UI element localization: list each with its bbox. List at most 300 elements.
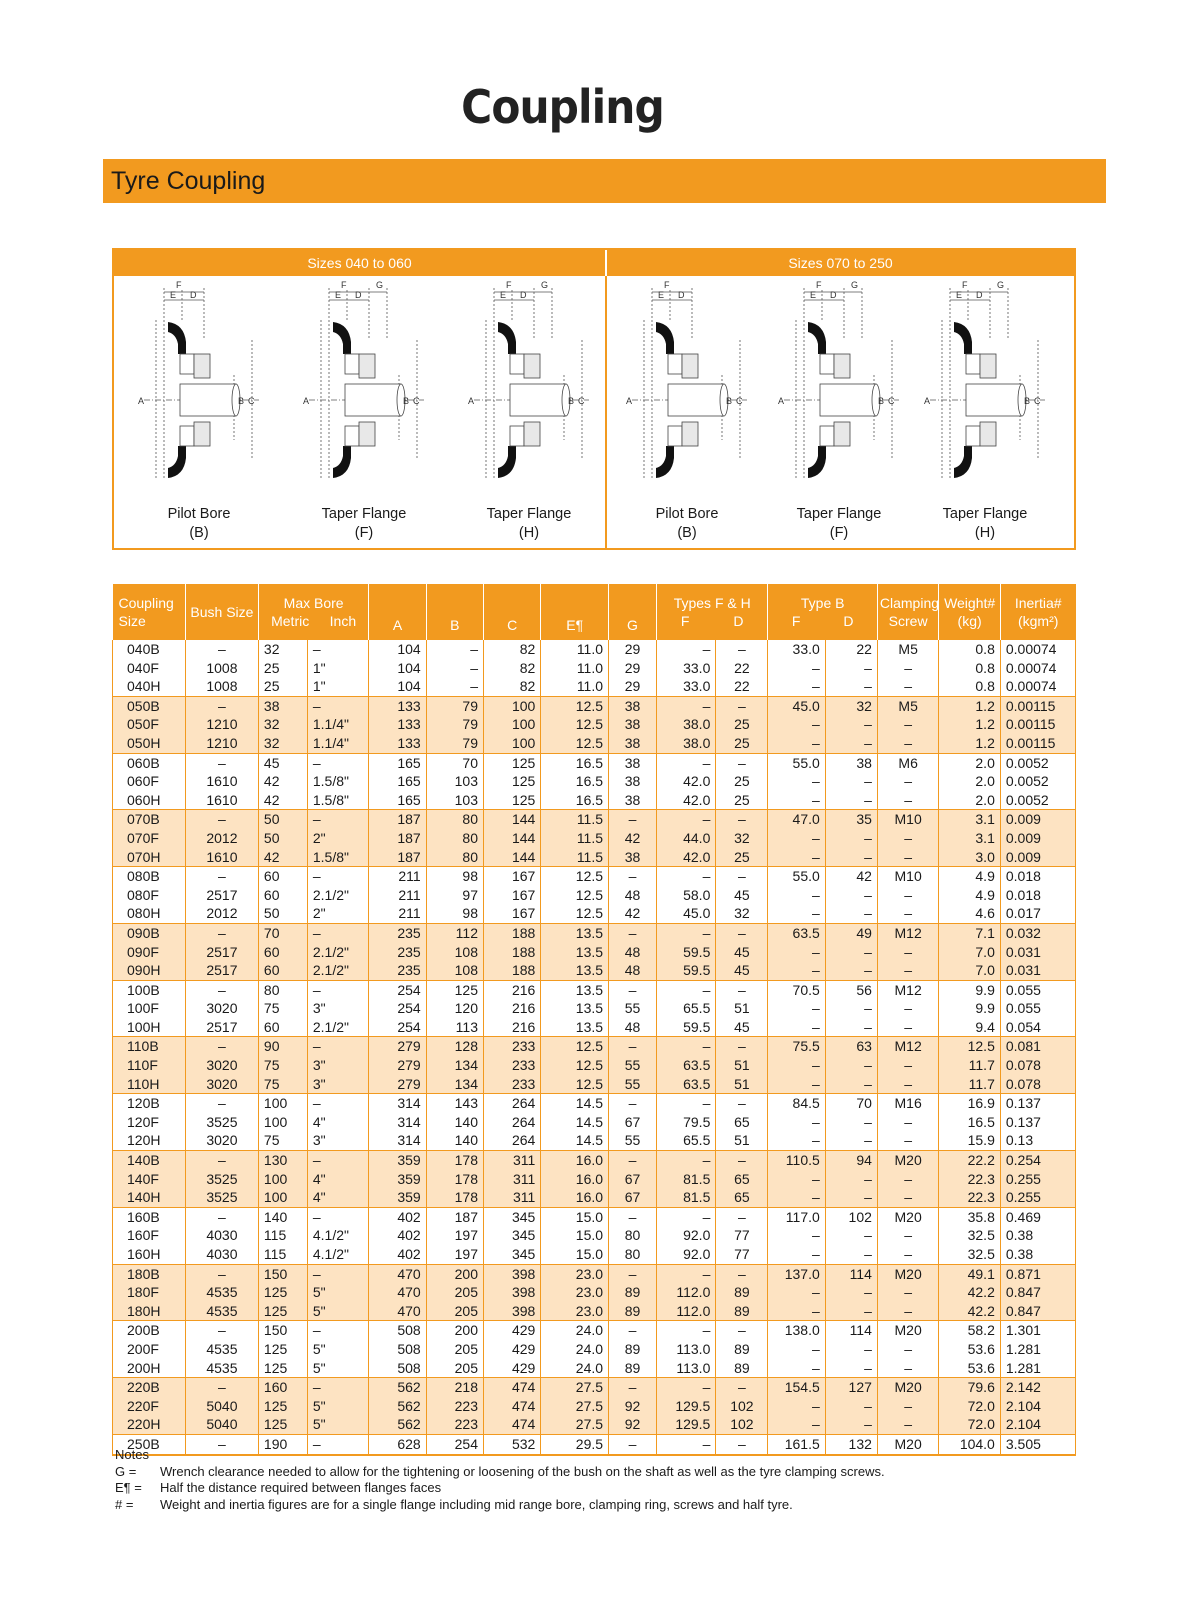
table-row [113,1415,1076,1434]
table-cell: 60 [258,961,307,980]
table-cell: 0.009 [1000,848,1075,867]
table-cell: – [716,1378,768,1397]
table-cell: 12.5 [541,1075,609,1094]
table-cell: – [825,791,877,810]
table-row [113,961,1076,980]
table-cell: 110.5 [768,1151,825,1170]
fh-d-label: D [733,613,744,629]
table-cell: 3" [307,1075,368,1094]
table-cell: 13.5 [541,923,609,942]
specification-table [112,584,1076,1456]
table-cell: – [877,1283,938,1302]
table-cell: 112.0 [656,1283,715,1302]
table-cell: 13.5 [541,1018,609,1037]
table-cell: 79 [426,696,483,715]
table-cell: 38 [825,753,877,772]
table-cell: – [825,659,877,678]
table-cell: 220B [113,1378,186,1397]
coupling-section-svg [774,280,904,500]
section-header [103,159,1106,203]
table-cell: 25 [716,772,768,791]
table-row [113,1378,1076,1397]
table-cell: – [768,791,825,810]
table-cell: 470 [369,1264,426,1283]
table-cell: 254 [369,999,426,1018]
drawing-caption [459,505,599,543]
table-cell: 23.0 [541,1302,609,1321]
table-row [113,923,1076,942]
table-cell: – [768,886,825,905]
table-cell: – [825,961,877,980]
table-cell: 398 [483,1283,540,1302]
table-row [113,1340,1076,1359]
table-cell: – [768,659,825,678]
coupling-section-svg [920,280,1050,500]
table-cell: 108 [426,943,483,962]
table-cell: 474 [483,1378,540,1397]
table-cell: 104.0 [939,1434,1000,1454]
table-cell: 402 [369,1207,426,1226]
max-bore-label: Max Bore [283,595,344,611]
svg-text:F: F [506,280,512,290]
table-cell: 359 [369,1188,426,1207]
table-cell: 0.38 [1000,1245,1075,1264]
table-cell: 32.5 [939,1245,1000,1264]
table-cell: 24.0 [541,1340,609,1359]
table-cell: – [877,1075,938,1094]
table-cell: 59.5 [656,1018,715,1037]
table-cell: 1610 [185,772,258,791]
note-text: Weight and inertia figures are for a single flange including mid range bore, clamping ring, screws and half tyre. [160,1496,793,1512]
table-cell: 205 [426,1359,483,1378]
table-row [113,772,1076,791]
coupling-drawing [464,280,594,500]
svg-text:C: C [578,396,585,406]
table-cell: 080B [113,867,186,886]
table-cell: 25 [258,659,307,678]
table-cell: 55.0 [768,867,825,886]
table-cell: – [877,1018,938,1037]
table-cell: – [716,1434,768,1454]
caption-code: (F) [829,525,849,541]
table-cell: – [825,1170,877,1189]
table-cell: – [825,1415,877,1434]
table-cell: 65 [716,1170,768,1189]
table-cell: 060B [113,753,186,772]
table-cell: 140 [426,1113,483,1132]
table-row [113,1151,1076,1170]
table-cell: 12.5 [541,715,609,734]
table-cell: 0.055 [1000,999,1075,1018]
table-cell: 0.254 [1000,1151,1075,1170]
table-cell: 70 [426,753,483,772]
table-cell: 120F [113,1113,186,1132]
table-row [113,980,1076,999]
notes [115,1447,885,1513]
table-cell: – [825,1075,877,1094]
table-cell: 97 [426,886,483,905]
table-cell: 144 [483,829,540,848]
table-cell: 9.9 [939,999,1000,1018]
inertia-label: Inertia# [1014,595,1062,611]
table-cell: 188 [483,961,540,980]
b-d-label: D [843,613,854,629]
table-cell: 100 [483,715,540,734]
table-cell: – [877,999,938,1018]
table-cell: 29 [609,677,657,696]
table-cell: 13.5 [541,961,609,980]
table-cell: 1210 [185,734,258,753]
table-cell: 50 [258,810,307,829]
table-cell: – [768,1283,825,1302]
table-cell: 2517 [185,886,258,905]
table-cell: 35.8 [939,1207,1000,1226]
table-cell: – [825,886,877,905]
table-cell: – [656,1094,715,1113]
table-cell: 235 [369,943,426,962]
table-cell: 38.0 [656,734,715,753]
svg-text:D: D [830,290,837,300]
table-cell: 45.0 [656,904,715,923]
table-cell: 5" [307,1302,368,1321]
table-cell: 82 [483,659,540,678]
table-cell: 5" [307,1359,368,1378]
table-cell: 13.5 [541,999,609,1018]
table-cell: 060H [113,791,186,810]
table-cell: – [768,1245,825,1264]
drawing-caption [294,505,434,543]
table-cell: 160F [113,1226,186,1245]
table-cell: – [877,659,938,678]
table-cell: 11.5 [541,810,609,829]
table-cell: 3" [307,1131,368,1150]
caption-name: Taper Flange [942,506,1028,522]
svg-text:E: E [956,290,963,300]
table-cell: 67 [609,1188,657,1207]
table-cell: 72.0 [939,1415,1000,1434]
table-cell: 50 [258,904,307,923]
table-cell: – [768,1340,825,1359]
table-cell: 89 [716,1359,768,1378]
table-cell: – [307,810,368,829]
table-cell: 45 [716,961,768,980]
table-cell: 5040 [185,1397,258,1416]
table-cell: 23.0 [541,1283,609,1302]
table-cell: 205 [426,1302,483,1321]
table-cell: 81.5 [656,1188,715,1207]
table-cell: 16.0 [541,1188,609,1207]
table-cell: 65.5 [656,999,715,1018]
table-cell: 0.031 [1000,943,1075,962]
table-cell: – [716,1094,768,1113]
table-cell: – [185,1434,258,1454]
table-cell: – [185,1207,258,1226]
col-clamping-screw: Clamping Screw [877,584,938,640]
table-cell: 233 [483,1056,540,1075]
table-cell: – [825,1245,877,1264]
table-cell: 65 [716,1113,768,1132]
table-cell: 100 [483,734,540,753]
table-cell: 75 [258,1075,307,1094]
table-cell: 200H [113,1359,186,1378]
table-cell: 80 [426,829,483,848]
table-cell: 38 [609,772,657,791]
table-cell: 140F [113,1170,186,1189]
table-cell: 12.5 [541,1037,609,1056]
table-cell: 0.255 [1000,1188,1075,1207]
table-cell: 070F [113,829,186,848]
table-cell: 65.5 [656,1131,715,1150]
table-cell: 144 [483,810,540,829]
page-title: Coupling [461,80,664,134]
table-cell: 48 [609,886,657,905]
table-cell: – [768,943,825,962]
table-cell: 32 [716,904,768,923]
table-cell: – [656,1151,715,1170]
table-cell: 102 [825,1207,877,1226]
table-cell: 0.00115 [1000,696,1075,715]
table-row [113,886,1076,905]
table-cell: 72.0 [939,1397,1000,1416]
coupling-section-svg [464,280,594,500]
table-cell: – [877,848,938,867]
table-cell: 1.5/8" [307,848,368,867]
table-cell: 125 [258,1359,307,1378]
table-cell: – [307,1094,368,1113]
table-cell: 63 [825,1037,877,1056]
table-cell: 11.0 [541,677,609,696]
table-cell: 3525 [185,1113,258,1132]
table-cell: 89 [716,1340,768,1359]
table-cell: 2.104 [1000,1415,1075,1434]
table-cell: – [877,734,938,753]
coupling-drawing [299,280,429,500]
table-cell: 32 [258,734,307,753]
table-cell: 110B [113,1037,186,1056]
table-cell: 1" [307,677,368,696]
table-cell: 89 [609,1340,657,1359]
type-b-label: Type B [800,595,845,611]
table-row [113,715,1076,734]
table-cell: 44.0 [656,829,715,848]
table-cell: M12 [877,980,938,999]
table-cell: 100 [258,1094,307,1113]
table-cell: 040B [113,640,186,659]
table-cell: 0.137 [1000,1094,1075,1113]
svg-text:B: B [878,396,885,406]
table-cell: 129.5 [656,1397,715,1416]
table-cell: 38.0 [656,715,715,734]
table-cell: 22 [716,659,768,678]
table-cell: 81.5 [656,1170,715,1189]
table-cell: 160H [113,1245,186,1264]
table-cell: 16.0 [541,1170,609,1189]
table-cell: 114 [825,1321,877,1340]
table-cell: 67 [609,1113,657,1132]
table-cell: – [877,1415,938,1434]
table-cell: 45.0 [768,696,825,715]
table-cell: 220F [113,1397,186,1416]
table-cell: 3525 [185,1170,258,1189]
table-cell: 0.018 [1000,886,1075,905]
table-cell: 29.5 [541,1434,609,1454]
table-cell: 200 [426,1264,483,1283]
table-row [113,1037,1076,1056]
table-cell: 1.2 [939,715,1000,734]
table-cell: 2517 [185,961,258,980]
table-row [113,1283,1076,1302]
table-cell: – [609,1434,657,1454]
table-cell: 32 [258,715,307,734]
table-cell: 1.2 [939,734,1000,753]
table-row [113,791,1076,810]
table-row [113,1359,1076,1378]
table-row [113,1188,1076,1207]
table-cell: – [656,1264,715,1283]
table-cell: 80 [258,980,307,999]
table-row [113,1170,1076,1189]
table-cell: 2.0 [939,753,1000,772]
table-cell: 25 [716,715,768,734]
svg-text:F: F [341,280,347,290]
fh-f-label: F [680,613,690,629]
table-cell: 42 [258,791,307,810]
table-cell: 060F [113,772,186,791]
table-cell: 55 [609,1131,657,1150]
table-cell: 113 [426,1018,483,1037]
table-cell: – [307,1037,368,1056]
table-cell: 040F [113,659,186,678]
table-cell: – [877,1113,938,1132]
table-cell: 12.5 [541,904,609,923]
table-cell: 100 [258,1188,307,1207]
table-cell: 5" [307,1397,368,1416]
table-cell: 0.847 [1000,1283,1075,1302]
table-cell: M5 [877,696,938,715]
table-cell: 223 [426,1397,483,1416]
table-cell: 070B [113,810,186,829]
table-cell: – [426,640,483,659]
table-cell: 38 [609,696,657,715]
table-cell: 3020 [185,1075,258,1094]
table-row [113,1264,1076,1283]
table-cell: 22.3 [939,1170,1000,1189]
table-cell: 264 [483,1131,540,1150]
table-cell: – [825,1056,877,1075]
table-cell: – [656,867,715,886]
table-cell: 100F [113,999,186,1018]
table-cell: 51 [716,1131,768,1150]
table-cell: – [825,1359,877,1378]
table-cell: 38 [609,791,657,810]
table-cell: – [768,904,825,923]
table-cell: 3" [307,1056,368,1075]
svg-text:B: B [238,396,245,406]
table-cell: 89 [609,1359,657,1378]
table-cell: 0.847 [1000,1302,1075,1321]
table-cell: 9.9 [939,980,1000,999]
table-cell: 104 [369,659,426,678]
table-cell: 143 [426,1094,483,1113]
col-c: C [483,584,540,640]
table-cell: 32 [258,640,307,659]
table-cell: 165 [369,753,426,772]
table-cell: 0.255 [1000,1170,1075,1189]
table-cell: 125 [258,1302,307,1321]
table-cell: 103 [426,772,483,791]
table-cell: 233 [483,1075,540,1094]
table-cell: 235 [369,961,426,980]
table-cell: 75.5 [768,1037,825,1056]
note-text: Wrench clearance needed to allow for the tightening or loosening of the bush on the shaft as well as the tyre clamping screws. [160,1463,885,1479]
svg-text:B: B [726,396,733,406]
table-cell: 5" [307,1283,368,1302]
table-cell: M16 [877,1094,938,1113]
table-cell: 470 [369,1302,426,1321]
table-cell: 100H [113,1018,186,1037]
coupling-section-svg [299,280,429,500]
table-cell: 133 [369,715,426,734]
table-cell: 0.009 [1000,829,1075,848]
table-cell: 4" [307,1113,368,1132]
table-cell: 51 [716,999,768,1018]
table-row [113,943,1076,962]
drawing-caption [129,505,269,543]
table-cell: – [768,715,825,734]
table-cell: 187 [369,829,426,848]
table-cell: 279 [369,1075,426,1094]
table-cell: 161.5 [768,1434,825,1454]
table-cell: 55 [609,999,657,1018]
table-cell: 628 [369,1434,426,1454]
note-key: G = [115,1463,137,1479]
table-cell: 80 [609,1226,657,1245]
table-cell: – [656,1434,715,1454]
table-cell: 090F [113,943,186,962]
table-row [113,867,1076,886]
table-cell: 2517 [185,943,258,962]
table-cell: – [768,848,825,867]
table-cell: M20 [877,1434,938,1454]
table-cell: 42 [258,848,307,867]
table-cell: 12.5 [939,1037,1000,1056]
table-cell: 167 [483,886,540,905]
table-cell: 0.0052 [1000,772,1075,791]
table-cell: 80 [426,810,483,829]
table-cell: 32 [825,696,877,715]
table-cell: 4.9 [939,886,1000,905]
table-cell: 508 [369,1340,426,1359]
table-cell: – [825,1283,877,1302]
table-cell: – [877,715,938,734]
table-cell: 27.5 [541,1397,609,1416]
table-cell: 398 [483,1302,540,1321]
table-cell: 279 [369,1056,426,1075]
table-cell: – [609,980,657,999]
table-cell: 1.281 [1000,1359,1075,1378]
table-cell: 63.5 [656,1056,715,1075]
table-cell: 42.0 [656,791,715,810]
table-cell: 314 [369,1094,426,1113]
table-cell: – [656,1378,715,1397]
table-row [113,1397,1076,1416]
table-cell: 532 [483,1434,540,1454]
table-cell: 79 [426,715,483,734]
table-cell: 4535 [185,1283,258,1302]
table-cell: M12 [877,1037,938,1056]
table-cell: – [877,943,938,962]
table-cell: 13.5 [541,980,609,999]
